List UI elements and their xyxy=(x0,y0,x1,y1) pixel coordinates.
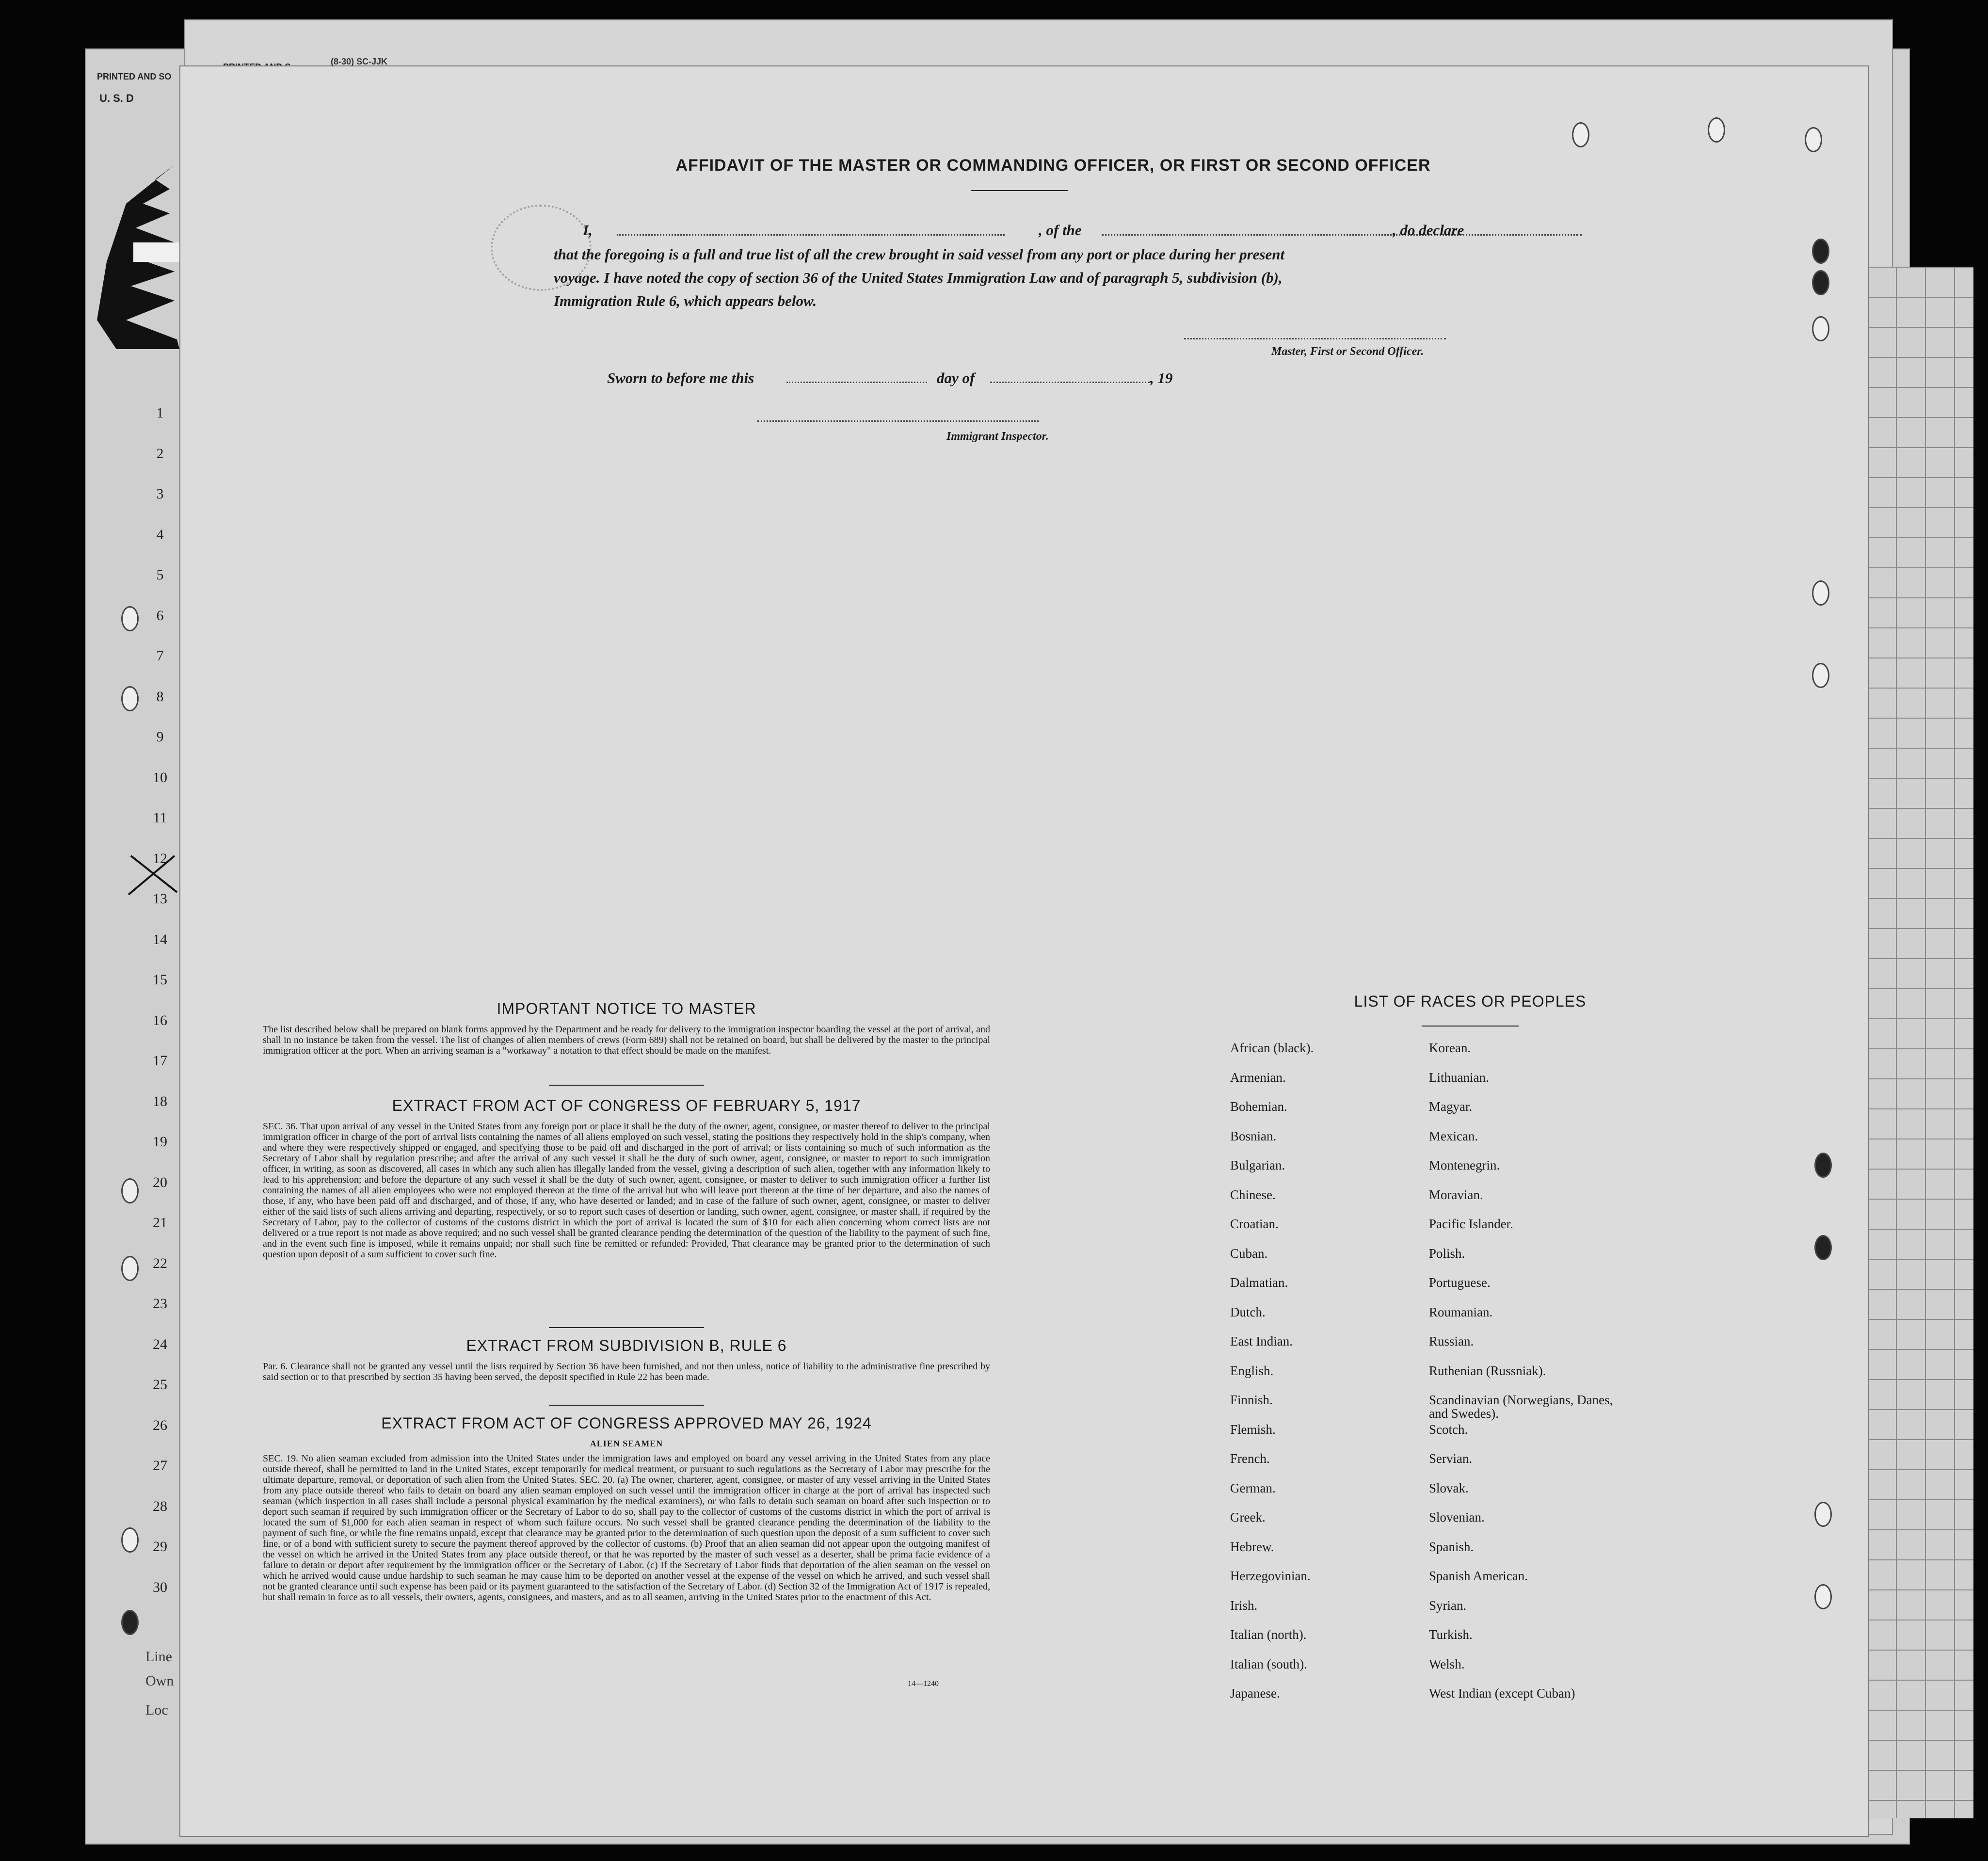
affidavit-i: I, xyxy=(583,222,593,239)
sworn-prefix: Sworn to before me this xyxy=(607,369,754,386)
race-item: Scotch. xyxy=(1429,1422,1468,1437)
punch-hole xyxy=(121,686,139,711)
race-item: Croatian. xyxy=(1230,1217,1279,1231)
race-item: Slovenian. xyxy=(1429,1510,1485,1524)
race-item: Roumanian. xyxy=(1429,1304,1493,1319)
notice-title: IMPORTANT NOTICE TO MASTER xyxy=(497,1000,756,1017)
race-item: Bohemian. xyxy=(1230,1099,1287,1114)
row-number: 4 xyxy=(156,526,164,543)
punch-hole xyxy=(121,1527,139,1553)
race-item: Dutch. xyxy=(1230,1304,1266,1319)
race-item: Pacific Islander. xyxy=(1429,1217,1513,1231)
race-item: Scandinavian (Norwegians, Danes, and Swedes). xyxy=(1429,1393,1613,1421)
race-item: Herzegovinian. xyxy=(1230,1569,1311,1583)
race-item: Magyar. xyxy=(1429,1099,1473,1114)
punch-hole xyxy=(1812,580,1829,606)
punch-hole xyxy=(1572,122,1589,147)
punch-hole xyxy=(1812,270,1829,295)
punch-hole xyxy=(121,1256,139,1281)
race-item: German. xyxy=(1230,1480,1276,1495)
punch-hole xyxy=(121,1610,139,1635)
race-item: Russian. xyxy=(1429,1334,1474,1348)
print-code: 14—1240 xyxy=(908,1680,939,1688)
race-item: Montenegrin. xyxy=(1429,1158,1500,1172)
inspector-blank[interactable] xyxy=(757,420,1039,422)
row-number: 12 xyxy=(153,850,167,866)
signature-label: Master, First or Second Officer. xyxy=(1271,345,1424,358)
sworn-day-blank[interactable] xyxy=(786,382,927,383)
side-label-location: Loc xyxy=(145,1702,168,1718)
race-item: Servian. xyxy=(1429,1451,1473,1466)
extract-1924-subtitle: ALIEN SEAMEN xyxy=(590,1439,663,1448)
row-number: 2 xyxy=(156,445,164,462)
extract-1924-body: SEC. 19. No alien seaman excluded from admission into the United States under the immigration laws and employed on board any vessel arriving in the United States from any place outside thereof, shall be permitted to land in the United States, except temporarily for medical treatment, or pursuant to such regulations as the Secretary of Labor may prescribe for the ultimate departure, removal, or deportation of such alien from the United States. SEC. 20. (a) The owner, charterer, agent, consignee, or master of any vessel arriving in the United States from any place outside thereof who fails to detain on board any alien seaman employed on such vessel until the immigration officer in charge at the port of arrival has inspected such seaman (which inspection in all cases shall include a personal physical examination by the medical examiners), or who fails to detain such seaman on board after such inspection or to deport such seaman if required by such immigration officer or the Secretary of Labor to do so, shall pay to the collector of customs of the customs district in which the port of arrival is located the sum of $1,000 for each alien seaman in respect of whom such failure occurs. No such vessel shall be granted clearance pending the determination of the liability to the payment of such fine, or while the fine remains unpaid, except that clearance may be granted prior to the determination of such question upon the deposit of a sum sufficient to cover such fine, or of a bond with sufficient surety to secure the payment thereof approved by the collector of customs. (b) Proof that an alien seaman did not appear upon the outgoing manifest of the vessel on which he arrived in the United States from any place outside thereof, or that he was reported by the master of such vessel as a deserter, shall be prima facie evidence of a failure to detain or deport after requirement by the immigration officer or the Secretary of Labor. (c) If the Secretary of Labor finds that deportation of the alien seaman on the vessel on which he arrived would cause undue hardship to such seaman he may cause him to be deported on another vessel at the expense of the vessel on which he arrived, and such vessel shall not be granted clearance until such expense has been paid or its payment guaranteed to the satisfaction of the Secretary of Labor. (d) Section 32 of the Immigration Act of 1917 is repealed, but shall remain in force as to all vessels, their owners, agents, consignees, and masters, and as to all seamen, arriving in the United States prior to the enactment of this Act. xyxy=(263,1453,990,1603)
notice-body: The list described below shall be prepared on blank forms approved by the Department and be ready for delivery to the immigration inspector boarding the vessel at the port of arrival, and shall in no instance be taken from the vessel. The list of changes of alien members of crews (Form 689) shall not be retained on board, but shall be delivered by the master to the principal immigration officer at the port. When an arriving seaman is a "workaway" a notation to that effect should be made on the manifest. xyxy=(263,1024,990,1056)
punch-hole xyxy=(1708,117,1725,143)
row-number: 10 xyxy=(153,769,167,786)
races-title: LIST OF RACES OR PEOPLES xyxy=(1354,993,1587,1010)
signature-blank[interactable] xyxy=(1184,338,1446,339)
punch-hole xyxy=(1812,239,1829,264)
race-item: Chinese. xyxy=(1230,1187,1276,1202)
race-item: Japanese. xyxy=(1230,1686,1280,1701)
row-number: 22 xyxy=(153,1255,167,1271)
race-item: Spanish American. xyxy=(1429,1569,1528,1583)
race-item: Bosnian. xyxy=(1230,1128,1277,1143)
race-item: Spanish. xyxy=(1429,1539,1474,1554)
race-item: Hebrew. xyxy=(1230,1539,1274,1554)
sworn-day-of: day of xyxy=(937,369,975,386)
row-number: 19 xyxy=(153,1134,167,1150)
right-grid-sheet xyxy=(1867,267,1973,1818)
affidavit-title: AFFIDAVIT OF THE MASTER OR COMMANDING OFFICER, OR FIRST OR SECOND OFFICER xyxy=(675,156,1431,175)
affidavit-line-2: that the foregoing is a full and true list of all the crew brought in said vessel from any port or place during her present xyxy=(554,246,1285,263)
race-item: Polish. xyxy=(1429,1246,1465,1261)
race-item: Finnish. xyxy=(1230,1393,1273,1407)
row-number: 21 xyxy=(153,1215,167,1231)
race-item: Cuban. xyxy=(1230,1246,1268,1261)
row-number: 16 xyxy=(153,1012,167,1028)
title-rule xyxy=(971,190,1068,191)
extract-rule6-body: Par. 6. Clearance shall not be granted any vessel until the lists required by Section 36 have been furnished, and not then unless, notice of liability to the administrative fine prescribed by said section or to that prescribed by section 35 having been served, the deposit specified in Rule 22 has been made. xyxy=(263,1361,990,1382)
race-item: Irish. xyxy=(1230,1598,1258,1613)
row-number: 30 xyxy=(153,1579,167,1595)
row-number: 20 xyxy=(153,1174,167,1190)
extract-1924-title: EXTRACT FROM ACT OF CONGRESS APPROVED MAY 26, 1924 xyxy=(381,1414,872,1432)
race-item: Welsh. xyxy=(1429,1656,1465,1671)
row-number: 15 xyxy=(153,972,167,988)
printer-line: PRINTED AND SO xyxy=(97,72,172,81)
row-number: 29 xyxy=(153,1539,167,1555)
row-number: 27 xyxy=(153,1458,167,1474)
extract-rule6-title: EXTRACT FROM SUBDIVISION B, RULE 6 xyxy=(466,1337,787,1354)
punch-hole xyxy=(1805,127,1822,152)
side-label-owner: Own xyxy=(145,1673,174,1689)
row-number: 7 xyxy=(156,648,164,664)
punch-hole xyxy=(1814,1584,1832,1609)
race-item: Ruthenian (Russniak). xyxy=(1429,1363,1546,1378)
section-rule xyxy=(549,1327,704,1328)
cross-mark xyxy=(126,853,179,897)
race-item: Slovak. xyxy=(1429,1480,1469,1495)
race-item: Italian (south). xyxy=(1230,1656,1307,1671)
row-number: 5 xyxy=(156,567,164,583)
name-blank[interactable] xyxy=(617,234,1005,236)
race-item: Lithuanian. xyxy=(1429,1070,1489,1085)
row-number: 14 xyxy=(153,931,167,947)
sworn-year: , 19 xyxy=(1150,369,1173,386)
row-number: 1 xyxy=(156,405,164,421)
affidavit-declare: , do declare xyxy=(1393,222,1464,239)
race-item: Bulgarian. xyxy=(1230,1158,1285,1172)
row-number: 11 xyxy=(153,810,167,826)
races-rule xyxy=(1422,1026,1519,1027)
race-item: English. xyxy=(1230,1363,1274,1378)
sworn-month-blank[interactable] xyxy=(990,382,1150,383)
punch-hole xyxy=(1814,1153,1832,1178)
punch-hole xyxy=(1812,663,1829,688)
row-number: 26 xyxy=(153,1417,167,1433)
affidavit-page xyxy=(179,57,1869,1837)
row-number: 28 xyxy=(153,1498,167,1514)
vessel-blank[interactable] xyxy=(1102,234,1582,236)
race-item: African (black). xyxy=(1230,1041,1314,1055)
race-item: East Indian. xyxy=(1230,1334,1293,1348)
race-item: Turkish. xyxy=(1429,1627,1473,1642)
race-item: Mexican. xyxy=(1429,1128,1478,1143)
affidavit-of-the: , of the xyxy=(1039,222,1082,239)
row-number: 13 xyxy=(153,891,167,907)
punch-hole xyxy=(1814,1502,1832,1527)
race-item: Moravian. xyxy=(1429,1187,1483,1202)
affidavit-line-3: voyage. I have noted the copy of section 36 of the United States Immigration Law and of paragraph 5, subdivision (b), xyxy=(554,269,1283,286)
affidavit-line-4: Immigration Rule 6, which appears below. xyxy=(554,292,817,309)
row-number: 17 xyxy=(153,1053,167,1069)
race-item: Dalmatian. xyxy=(1230,1275,1288,1290)
row-number: 8 xyxy=(156,688,164,705)
row-number: 3 xyxy=(156,486,164,502)
row-number: 24 xyxy=(153,1336,167,1352)
row-number: 9 xyxy=(156,729,164,745)
side-label-line: Line xyxy=(145,1649,172,1665)
punch-hole xyxy=(1812,316,1829,341)
race-item: Greek. xyxy=(1230,1510,1266,1524)
form-code: (8-30) SC-JJK xyxy=(331,57,388,66)
punch-hole xyxy=(1814,1235,1832,1260)
race-item: French. xyxy=(1230,1451,1270,1466)
race-item: Flemish. xyxy=(1230,1422,1276,1437)
agency-label: U. S. D xyxy=(99,92,134,104)
binding-gear-shape xyxy=(97,145,179,349)
row-number: 6 xyxy=(156,607,164,624)
extract-1917-body: SEC. 36. That upon arrival of any vessel in the United States from any foreign port or place it shall be the duty of the owner, agent, consignee, or master thereof to deliver to the principal immigration officer in charge of the port of arrival lists containing the names of all aliens employed on such vessel, stating the positions they respectively hold in the ship's company, when and where they were respectively shipped or engaged, and specifying those to be paid off and discharged in the port of arrival; or lists containing so much of such information as the Secretary of Labor shall by regulation prescribe; and after the arrival of any such vessel it shall be the duty of such owner, agent, consignee, or master to report to such immigration officer, in writing, as soon as discovered, all cases in which any such alien has illegally landed from the vessel, giving a description of such alien, together with any information likely to lead to his apprehension; and before the departure of any such vessel it shall be the duty of such owner, agent, consignee, or master to deliver to such immigration officer a further list containing the names of all alien employees who were not employed thereon at the time of the arrival but who will leave port thereon at the time of her departure, and also the names of those, if any, who have been paid off and discharged, and of those, if any, who have deserted or landed; and in case of the failure of such owner, agent, consignee, or master to deliver either of the said lists of such aliens arriving and departing, respectively, or so to report such cases of desertion or landing, such owner, agent, consignee, or master shall, if required by the Secretary of Labor, pay to the collector of customs of the customs district in which the port of arrival is located the sum of $10 for each alien concerning whom correct lists are not delivered or a true report is not made as above required; and no such vessel shall be granted clearance pending the determination of the question of the liability to the payment of such fine, and in the event such fine is imposed, while it remains unpaid; nor shall such fine be remitted or refunded: Provided, That clearance may be granted prior to the determination of such question upon deposit of a sum sufficient to cover such fine. xyxy=(263,1121,990,1260)
punch-hole xyxy=(121,606,139,631)
punch-hole xyxy=(121,1178,139,1203)
race-item: Syrian. xyxy=(1429,1598,1467,1613)
race-item: Korean. xyxy=(1429,1041,1471,1055)
section-rule xyxy=(549,1085,704,1086)
section-rule xyxy=(549,1405,704,1406)
inspector-label: Immigrant Inspector. xyxy=(946,430,1049,443)
race-item: West Indian (except Cuban) xyxy=(1429,1686,1575,1701)
row-number: 23 xyxy=(153,1296,167,1312)
race-item: Armenian. xyxy=(1230,1070,1286,1085)
row-number: 18 xyxy=(153,1093,167,1109)
row-number: 25 xyxy=(153,1377,167,1393)
race-item: Portuguese. xyxy=(1429,1275,1491,1290)
race-item: Italian (north). xyxy=(1230,1627,1307,1642)
extract-1917-title: EXTRACT FROM ACT OF CONGRESS OF FEBRUARY 5, 1917 xyxy=(392,1097,861,1114)
